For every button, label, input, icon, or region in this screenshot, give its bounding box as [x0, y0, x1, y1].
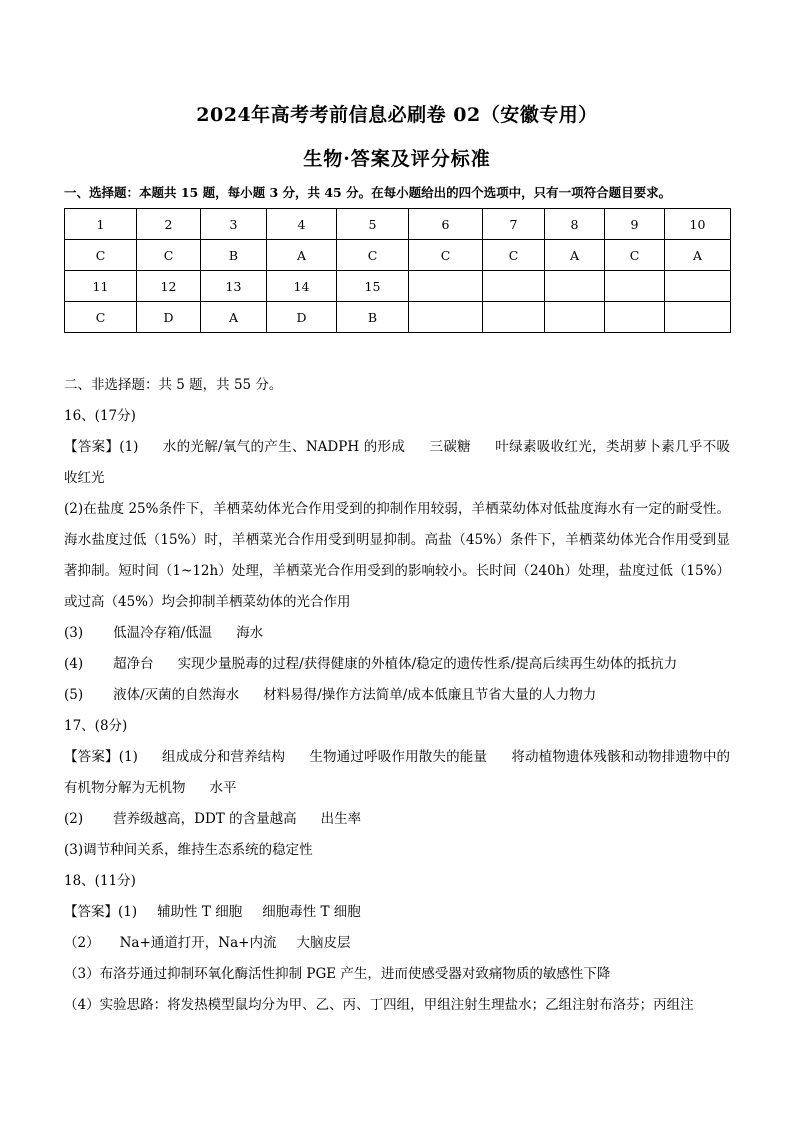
q17-part1: 【答案】(1) 组成成分和营养结构 生物通过呼吸作用散失的能量 将动植物遗体残骸和动物排遗物中的有机物分解为无机物 水平	[64, 749, 731, 796]
table-cell: C	[337, 240, 409, 271]
table-cell: A	[267, 240, 337, 271]
section2-heading: 二、非选择题：共 5 题，共 55 分。	[64, 377, 283, 393]
table-cell: 6	[409, 209, 483, 240]
q18-part4: （4）实验思路：将发热模型鼠均分为甲、乙、丙、丁四组，甲组注射生理盐水；乙组注射布洛芬；丙组注	[64, 997, 694, 1013]
table-cell	[665, 271, 731, 302]
answer-tag: 【答案】	[64, 439, 120, 455]
table-cell: C	[137, 240, 201, 271]
q18-label: 18、(11分)	[64, 873, 136, 889]
table-cell	[409, 271, 483, 302]
table-cell: C	[483, 240, 545, 271]
page-title: 2024年高考考前信息必刷卷 02（安徽专用）	[196, 104, 598, 126]
table-cell: D	[137, 302, 201, 333]
table-cell: 5	[337, 209, 409, 240]
table-cell: A	[545, 240, 605, 271]
q16-part3: (3) 低温冷存箱/低温 海水	[64, 625, 264, 641]
q17-label: 17、(8分)	[64, 718, 128, 734]
table-cell	[483, 271, 545, 302]
q18-part1: 【答案】(1) 辅助性 T 细胞 细胞毒性 T 细胞	[64, 904, 361, 920]
q16-part5: (5) 液体/灭菌的自然海水 材料易得/操作方法简单/成本低廉且节省大量的人力物力	[64, 687, 597, 703]
page-subtitle: 生物·答案及评分标准	[303, 148, 491, 170]
table-cell: 12	[137, 271, 201, 302]
answer-tag: 【答案】	[64, 749, 119, 765]
answer-table-body	[65, 209, 731, 333]
section1-heading: 一、选择题：本题共 15 题，每小题 3 分，共 45 分。在每小题给出的四个选项中，只有一项符合题目要求。	[64, 185, 672, 200]
table-cell: A	[201, 302, 267, 333]
table-cell: 15	[337, 271, 409, 302]
table-cell: 11	[65, 271, 137, 302]
table-cell	[605, 271, 665, 302]
table-cell: 14	[267, 271, 337, 302]
table-cell: D	[267, 302, 337, 333]
table-cell: 13	[201, 271, 267, 302]
table-cell: C	[65, 240, 137, 271]
table-cell: 7	[483, 209, 545, 240]
table-cell	[483, 302, 545, 333]
q18-part3: （3）布洛芬通过抑制环氧化酶活性抑制 PGE 产生，进而使感受器对致痛物质的敏感性下降	[64, 966, 611, 982]
q17-part2: (2) 营养级越高，DDT 的含量越高 出生率	[64, 811, 362, 827]
table-cell: 3	[201, 209, 267, 240]
q18-part2: （2） Na+通道打开，Na+内流 大脑皮层	[64, 935, 351, 951]
table-row	[65, 209, 731, 240]
answer-tag: 【答案】	[64, 904, 118, 920]
q16-part2: (2)在盐度 25%条件下，羊栖菜幼体光合作用受到的抑制作用较弱，羊栖菜幼体对低盐度海水有一定的耐受性。海水盐度过低（15%）时，羊栖菜光合作用受到明显抑制。高盐（45%）条件下，羊栖菜幼体光合作用受到显著抑制。短时间（1~12h）处理，羊栖菜光合作用受到的影响较小。长时间（240h）处理，盐度过低（15%）或过高（45%）均会抑制羊栖菜幼体的光合作用	[64, 501, 730, 610]
table-cell: A	[665, 240, 731, 271]
table-cell	[605, 302, 665, 333]
q16-part4: (4) 超净台 实现少量脱毒的过程/获得健康的外植体/稳定的遗传性系/提高后续再生幼体的抵抗力	[64, 656, 678, 672]
table-cell	[409, 302, 483, 333]
table-row	[65, 302, 731, 333]
table-cell: 2	[137, 209, 201, 240]
table-cell: C	[409, 240, 483, 271]
table-cell	[545, 302, 605, 333]
table-row	[65, 240, 731, 271]
q17-part3: (3)调节种间关系，维持生态系统的稳定性	[64, 842, 313, 858]
table-cell: B	[337, 302, 409, 333]
table-cell: 4	[267, 209, 337, 240]
q16-label: 16、(17分)	[64, 408, 136, 424]
section2	[64, 370, 730, 1021]
table-cell: C	[65, 302, 137, 333]
table-cell	[665, 302, 731, 333]
answer-table	[64, 208, 731, 333]
table-row	[65, 271, 731, 302]
table-cell: 8	[545, 209, 605, 240]
table-cell: 10	[665, 209, 731, 240]
table-cell: B	[201, 240, 267, 271]
table-cell: 9	[605, 209, 665, 240]
table-cell	[545, 271, 605, 302]
q16-part1: 【答案】(1) 水的光解/氧气的产生、NADPH 的形成 三碳糖 叶绿素吸收红光，类胡萝卜素几乎不吸收红光	[64, 439, 730, 486]
table-cell: C	[605, 240, 665, 271]
table-cell: 1	[65, 209, 137, 240]
